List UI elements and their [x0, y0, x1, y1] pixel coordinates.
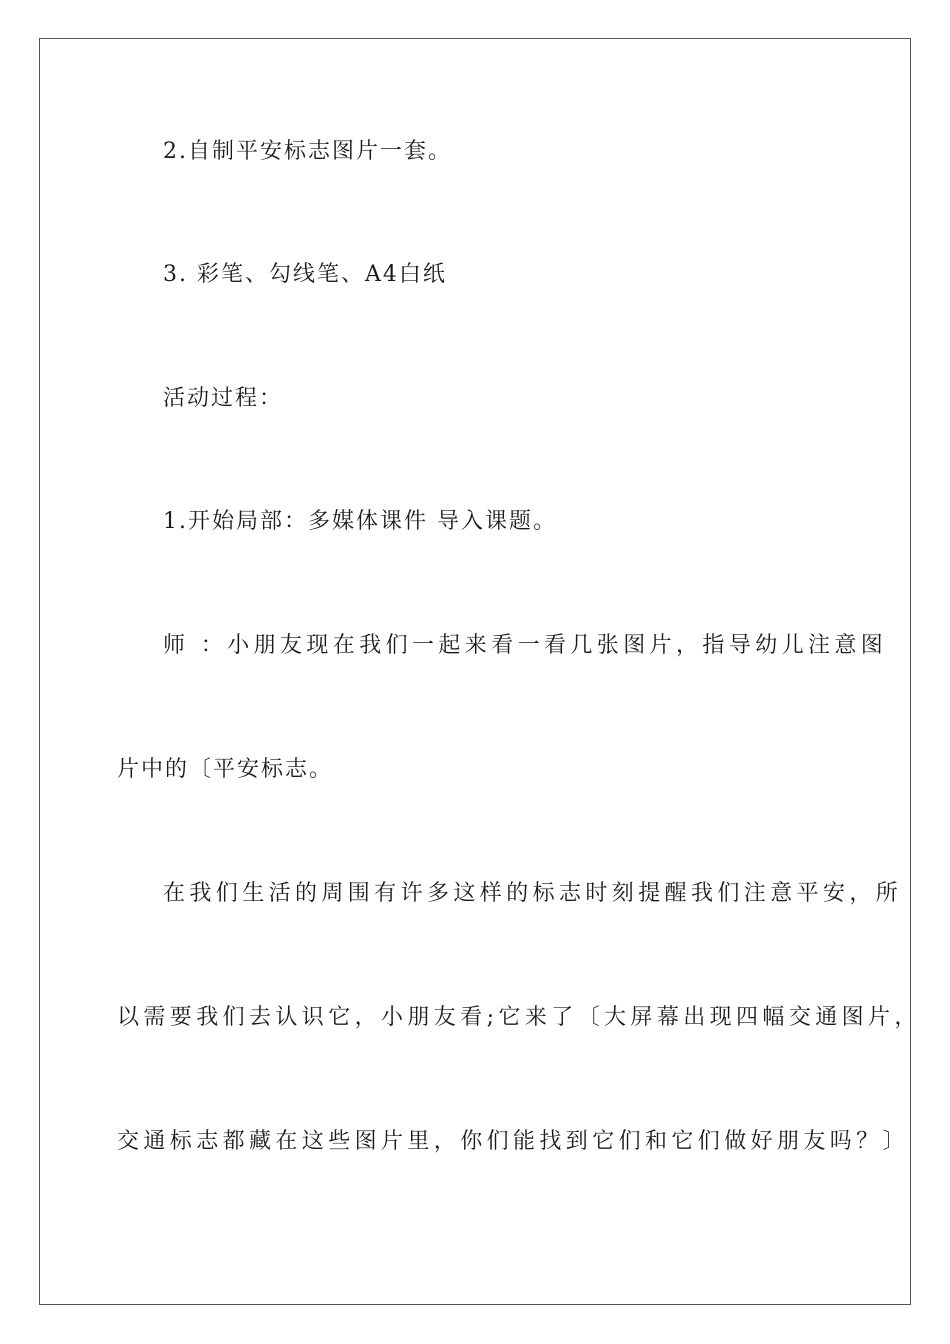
paragraph-teacher-line-2: 片中的〔平安标志。: [117, 757, 334, 782]
paragraph-signs-line-2: 以需要我们去认识它，小朋友看;它来了〔大屏幕出现四幅交通图片，: [117, 1005, 921, 1030]
paragraph-materials-3: 3. 彩笔、勾线笔、A4白纸: [163, 262, 447, 287]
paragraph-step-1: 1.开始局部：多媒体课件 导入课题。: [163, 509, 557, 534]
paragraph-signs-line-1: 在我们生活的周围有许多这样的标志时刻提醒我们注意平安，所: [163, 881, 903, 906]
paragraph-teacher-line-1: 师 ：小朋友现在我们一起来看一看几张图片，指导幼儿注意图: [163, 633, 888, 658]
paragraph-materials-2: 2.自制平安标志图片一套。: [163, 139, 452, 164]
page-border: [39, 38, 911, 1305]
section-heading-activity-process: 活动过程：: [163, 386, 284, 411]
paragraph-signs-line-3: 交通标志都藏在这些图片里，你们能找到它们和它们做好朋友吗？〕: [117, 1129, 910, 1154]
